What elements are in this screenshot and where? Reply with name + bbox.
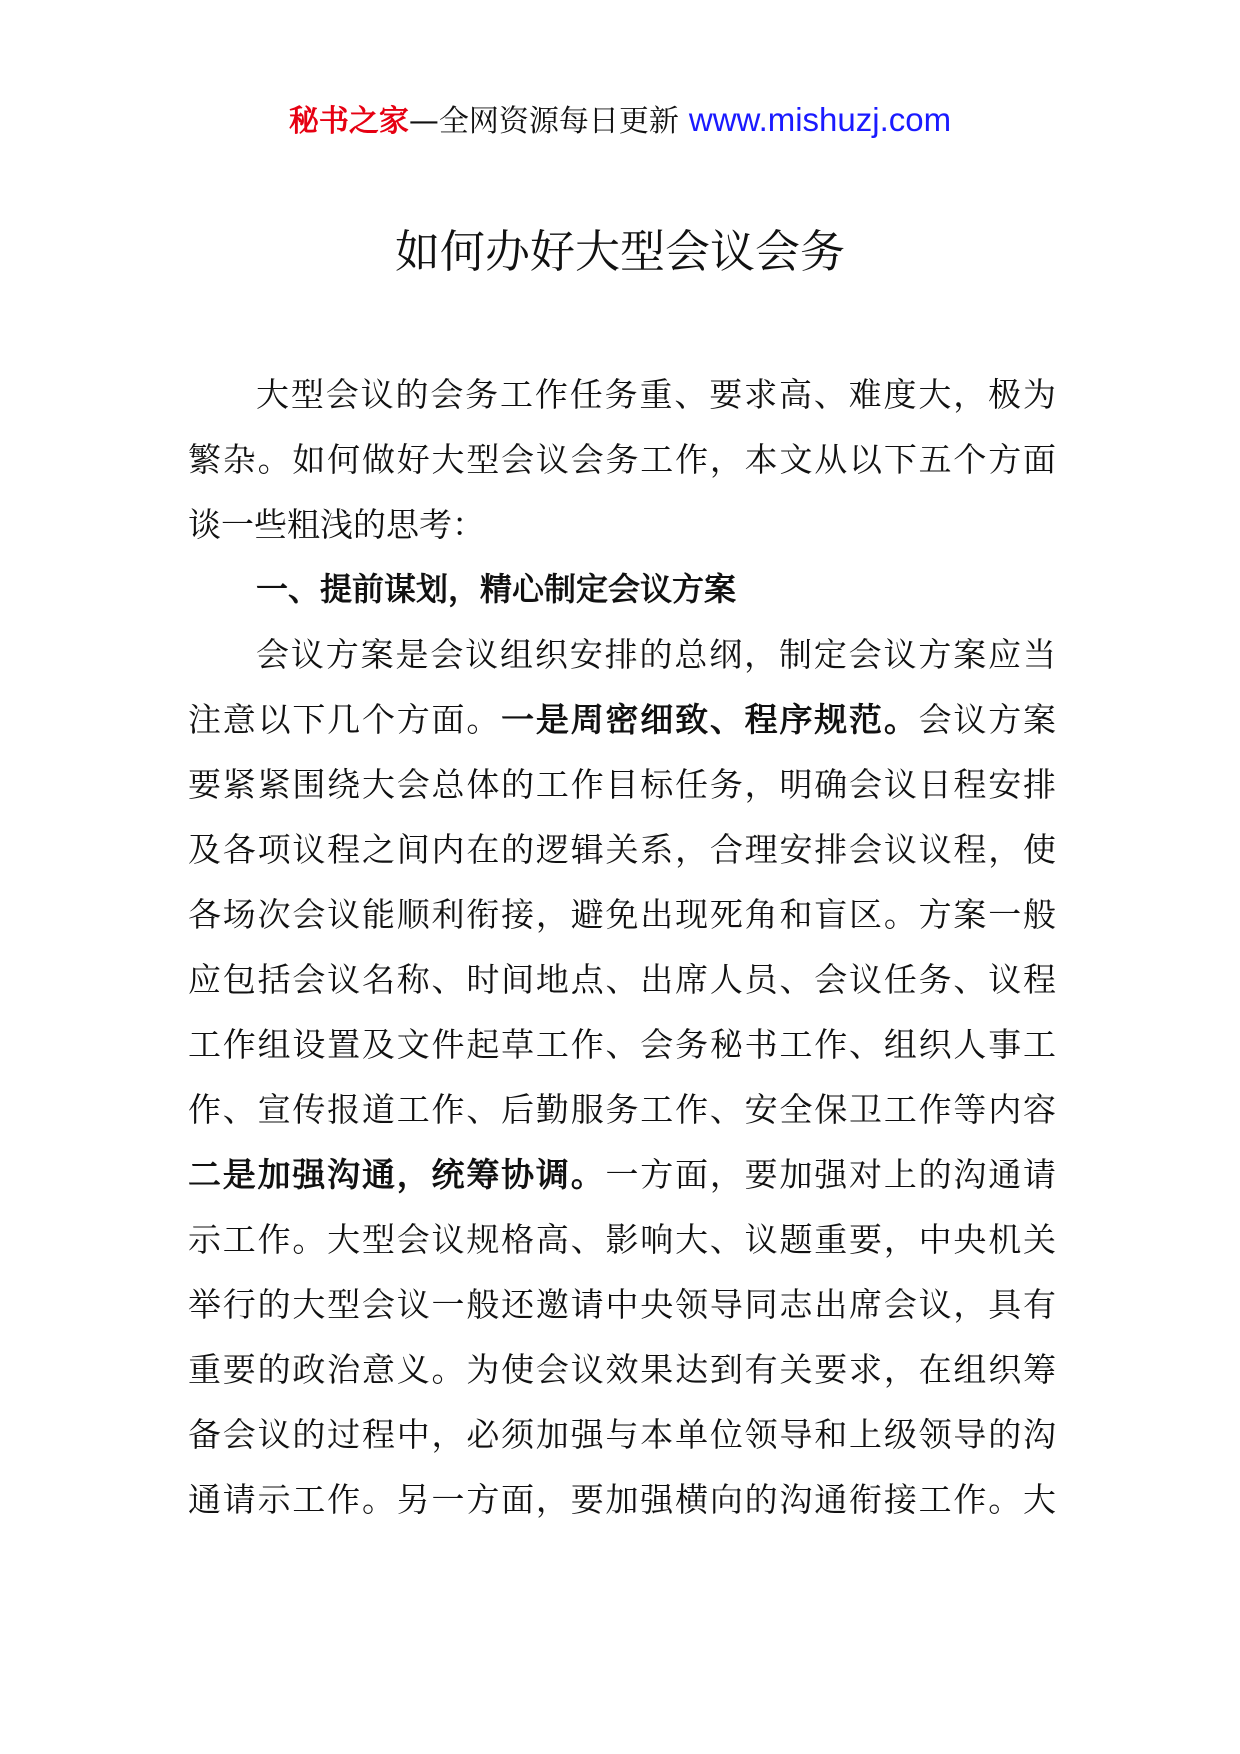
site-tagline: —全网资源每日更新 xyxy=(408,104,679,139)
text-run: 会议方案 xyxy=(918,700,1057,739)
paragraph-line: 作、宣传报道工作、后勤服务工作、安全保卫工作等内容 xyxy=(188,1090,1056,1129)
paragraph-line: 应包括会议名称、时间地点、出席人员、会议任务、议程 xyxy=(188,960,1056,999)
paragraph-line: 繁杂。如何做好大型会议会务工作，本文从以下五个方面 xyxy=(188,440,1056,479)
paragraph-line: 谈一些粗浅的思考： xyxy=(188,505,485,544)
document-body xyxy=(188,362,1056,1532)
paragraph-line: 及各项议程之间内在的逻辑关系，合理安排会议议程，使 xyxy=(188,830,1056,869)
paragraph-line: 各场次会议能顺利衔接，避免出现死角和盲区。方案一般 xyxy=(188,895,1056,934)
paragraph-line: 举行的大型会议一般还邀请中央领导同志出席会议，具有 xyxy=(188,1285,1056,1324)
paragraph-line xyxy=(188,687,1056,752)
document-title: 如何办好大型会议会务 xyxy=(394,225,845,278)
paragraph-line: 工作组设置及文件起草工作、会务秘书工作、组织人事工 xyxy=(188,1025,1056,1064)
bold-point-one: 一是周密细致、程序规范。 xyxy=(501,700,919,739)
paragraph-line: 示工作。大型会议规格高、影响大、议题重要，中央机关 xyxy=(188,1220,1056,1259)
text-run: 注意以下几个方面。 xyxy=(188,700,502,739)
paragraph-line xyxy=(188,1142,1056,1207)
paragraph-line: 重要的政治意义。为使会议效果达到有关要求，在组织筹 xyxy=(188,1350,1056,1389)
site-brand: 秘书之家 xyxy=(288,104,409,139)
paragraph-line: 大型会议的会务工作任务重、要求高、难度大，极为 xyxy=(256,375,1056,414)
paragraph-line: 会议方案是会议组织安排的总纲，制定会议方案应当 xyxy=(256,635,1056,674)
site-url-link[interactable]: www.mishuzj.com xyxy=(688,101,952,138)
section-heading: 一、提前谋划，精心制定会议方案 xyxy=(256,570,737,608)
bold-point-two: 二是加强沟通，统筹协调。 xyxy=(188,1155,606,1194)
paragraph-line: 备会议的过程中，必须加强与本单位领导和上级领导的沟 xyxy=(188,1415,1056,1454)
site-header xyxy=(0,100,1240,142)
text-run: 一方面，要加强对上的沟通请 xyxy=(605,1155,1057,1194)
paragraph-line: 要紧紧围绕大会总体的工作目标任务，明确会议日程安排 xyxy=(188,765,1056,804)
paragraph-line: 通请示工作。另一方面，要加强横向的沟通衔接工作。大 xyxy=(188,1480,1056,1519)
